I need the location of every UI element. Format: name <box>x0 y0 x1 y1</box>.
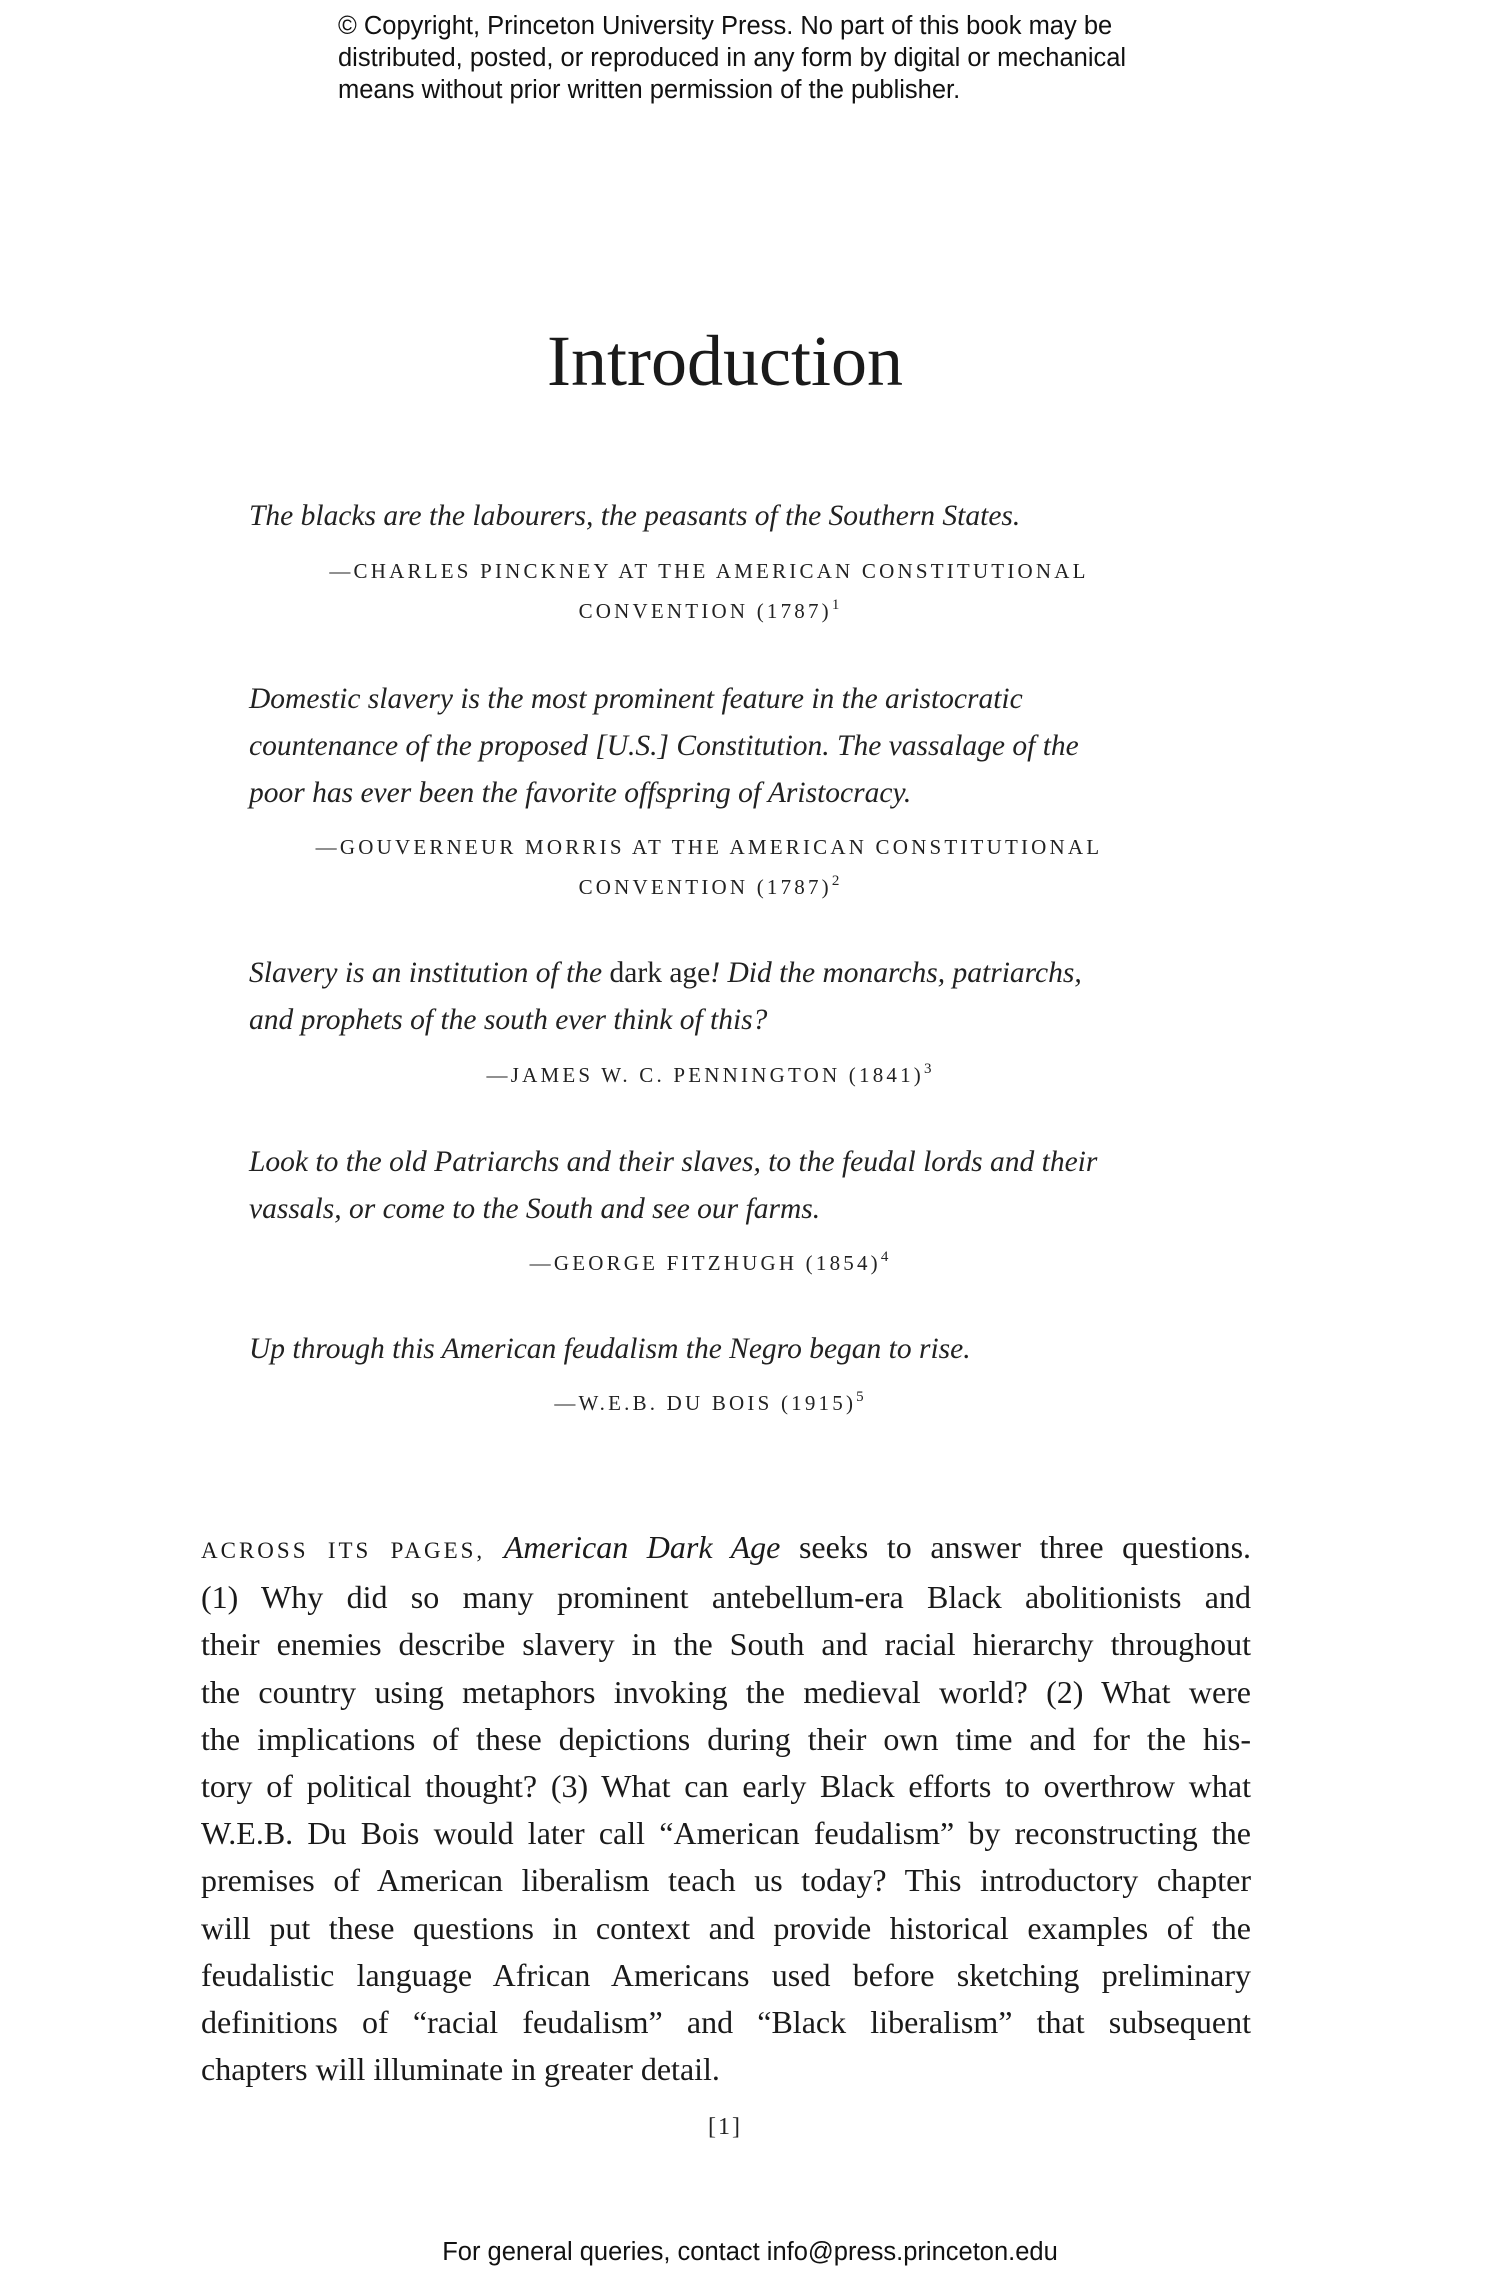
body-line: tory of political thought? (3) What can early Black efforts to overthrow what <box>201 1768 1251 1805</box>
quote-line: Look to the old Patriarchs and their slaves, to the feudal lords and their <box>249 1146 1098 1178</box>
epigraph-quote <box>249 950 1249 1044</box>
body-line: will put these questions in context and provide historical examples of the <box>201 1909 1251 1946</box>
quote-emphasis: dark age <box>609 957 711 989</box>
quote-line: The blacks are the labourers, the peasants of the Southern States. <box>249 500 1021 532</box>
body-text: seeks to answer three questions. <box>780 1529 1252 1565</box>
footnote-marker: 3 <box>923 1061 932 1077</box>
epigraph-attribution <box>249 1055 1169 1095</box>
epigraph-attribution <box>249 1243 1169 1283</box>
footnote-marker: 4 <box>880 1249 889 1265</box>
footnote-marker: 5 <box>856 1389 864 1405</box>
epigraph-attribution <box>249 551 1169 631</box>
lead-in-smallcaps: ACROSS ITS PAGES, <box>201 1538 486 1563</box>
body-line: the country using metaphors invoking the medieval world? (2) What were <box>201 1673 1251 1710</box>
chapter-title: Introduction <box>547 321 903 401</box>
quote-line: Up through this American feudalism the Negro began to rise. <box>249 1333 971 1365</box>
epigraph-quote <box>249 676 1249 817</box>
attribution-line: —W.E.B. DU BOIS (1915) <box>554 1391 857 1415</box>
attribution-line: CONVENTION (1787) <box>578 875 832 899</box>
attribution-line: —GOUVERNEUR MORRIS AT THE AMERICAN CONSTITUTIONAL <box>315 835 1103 859</box>
attribution-line: —GEORGE FITZHUGH (1854) <box>529 1251 881 1275</box>
quote-line: Domestic slavery is the most prominent feature in the aristocratic <box>249 683 1023 715</box>
body-line: their enemies describe slavery in the South and racial hierarchy throughout <box>201 1626 1251 1663</box>
quote-text: Slavery is an institution of the <box>249 957 610 989</box>
body-line: the implications of these depictions during their own time and for the his- <box>201 1720 1251 1757</box>
quote-line: countenance of the proposed [U.S.] Constitution. The vassalage of the <box>249 730 1079 762</box>
body-line: W.E.B. Du Bois would later call “American feudalism” by reconstructing the <box>201 1815 1251 1852</box>
quote-line: poor has ever been the favorite offspring of Aristocracy. <box>249 777 912 809</box>
body-line: chapters will illuminate in greater detail. <box>201 2051 720 2088</box>
footnote-marker: 2 <box>831 873 840 889</box>
quote-line: and prophets of the south ever think of this? <box>249 1004 768 1036</box>
copyright-notice <box>338 10 1238 106</box>
epigraph-attribution <box>249 1383 1169 1423</box>
footer-contact: For general queries, contact info@press.princeton.edu <box>442 2238 1058 2266</box>
body-line: definitions of “racial feudalism” and “Black liberalism” that subsequent <box>201 2004 1251 2041</box>
body-line: feudalistic language African Americans used before sketching preliminary <box>201 1956 1251 1993</box>
epigraph-attribution <box>249 827 1169 907</box>
body-paragraph <box>201 1524 1251 2093</box>
epigraph-quote <box>249 493 1249 540</box>
page-number: [1] <box>708 2114 742 2140</box>
quote-line: vassals, or come to the South and see our farms. <box>249 1193 821 1225</box>
body-line: (1) Why did so many prominent antebellum-era Black abolitionists and <box>201 1579 1251 1616</box>
footnote-marker: 1 <box>831 597 840 613</box>
copyright-line: © Copyright, Princeton University Press. No part of this book may be <box>338 12 1113 40</box>
quote-text: ! Did the monarchs, patriarchs, <box>710 957 1082 989</box>
book-title: American Dark Age <box>503 1529 781 1565</box>
attribution-line: —CHARLES PINCKNEY AT THE AMERICAN CONSTITUTIONAL <box>329 559 1089 583</box>
epigraph-quote <box>249 1139 1249 1233</box>
epigraph-quote <box>249 1326 1249 1373</box>
copyright-line: distributed, posted, or reproduced in any form by digital or mechanical <box>338 44 1127 72</box>
body-line: premises of American liberalism teach us today? This introductory chapter <box>201 1862 1251 1899</box>
attribution-line: CONVENTION (1787) <box>578 599 832 623</box>
attribution-line: —JAMES W. C. PENNINGTON (1841) <box>486 1063 924 1087</box>
copyright-line: means without prior written permission of the publisher. <box>338 76 961 104</box>
